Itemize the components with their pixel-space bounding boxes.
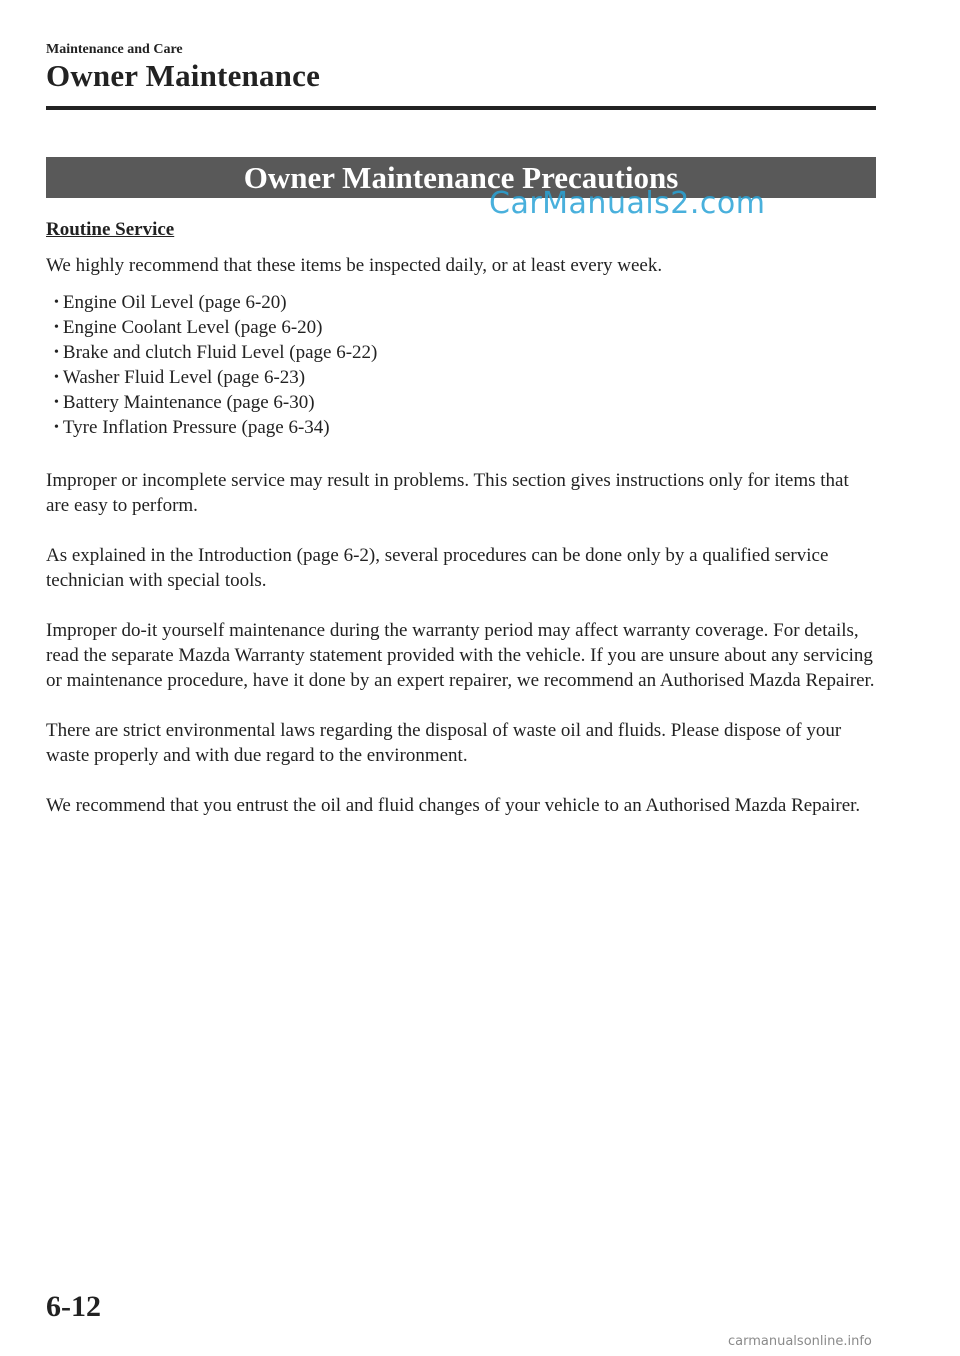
bullet-icon: • [54, 395, 59, 410]
list-item: • Engine Oil Level (page 6-20) [54, 292, 287, 313]
inspection-list [46, 290, 876, 440]
bullet-icon: • [54, 295, 59, 310]
subheading-routine-service: Routine Service [46, 219, 175, 240]
paragraph-oil-changes: We recommend that you entrust the oil and fluid changes of your vehicle to an Authorised Mazda Repairer. [46, 795, 861, 816]
chapter-label: Maintenance and Care [46, 42, 183, 57]
banner-title: Owner Maintenance Precautions [243, 160, 679, 195]
watermark-logo: CarManuals2.com [489, 186, 766, 221]
page-number: 6-12 [46, 1290, 101, 1323]
bullet-icon: • [54, 320, 59, 335]
list-item: • Washer Fluid Level (page 6-23) [54, 367, 306, 388]
paragraph-warranty: Improper do-it yourself maintenance during the warranty period may affect warranty coverage. For details, read the separate Mazda Warranty statement provided with the vehicle. If you are unsure about any servicing or maintenance procedure, have it done by an expert repairer, we recommend an Authorised Mazda Repairer. [46, 620, 875, 691]
list-item: • Engine Coolant Level (page 6-20) [54, 317, 323, 338]
paragraph-introduction-reference: As explained in the Introduction (page 6-2), several procedures can be done only by a qualified service technician with special tools. [46, 545, 829, 591]
paragraph-environment: There are strict environmental laws regarding the disposal of waste oil and fluids. Please dispose of your waste properly and with due regard to the environment. [46, 720, 842, 766]
list-item: • Battery Maintenance (page 6-30) [54, 392, 315, 413]
bullet-icon: • [54, 345, 59, 360]
bullet-icon: • [54, 420, 59, 435]
list-item: • Brake and clutch Fluid Level (page 6-22) [54, 342, 378, 363]
header-divider [46, 106, 876, 110]
list-item: • Tyre Inflation Pressure (page 6-34) [54, 417, 330, 438]
paragraph-improper-service: Improper or incomplete service may result in problems. This section gives instructions only for items that are easy to perform. [46, 470, 849, 516]
section-title: Owner Maintenance [46, 58, 321, 93]
footer-site-watermark: carmanualsonline.info [728, 1334, 872, 1349]
bullet-icon: • [54, 370, 59, 385]
main-content [46, 217, 876, 843]
intro-paragraph: We highly recommend that these items be inspected daily, or at least every week. [46, 255, 663, 276]
